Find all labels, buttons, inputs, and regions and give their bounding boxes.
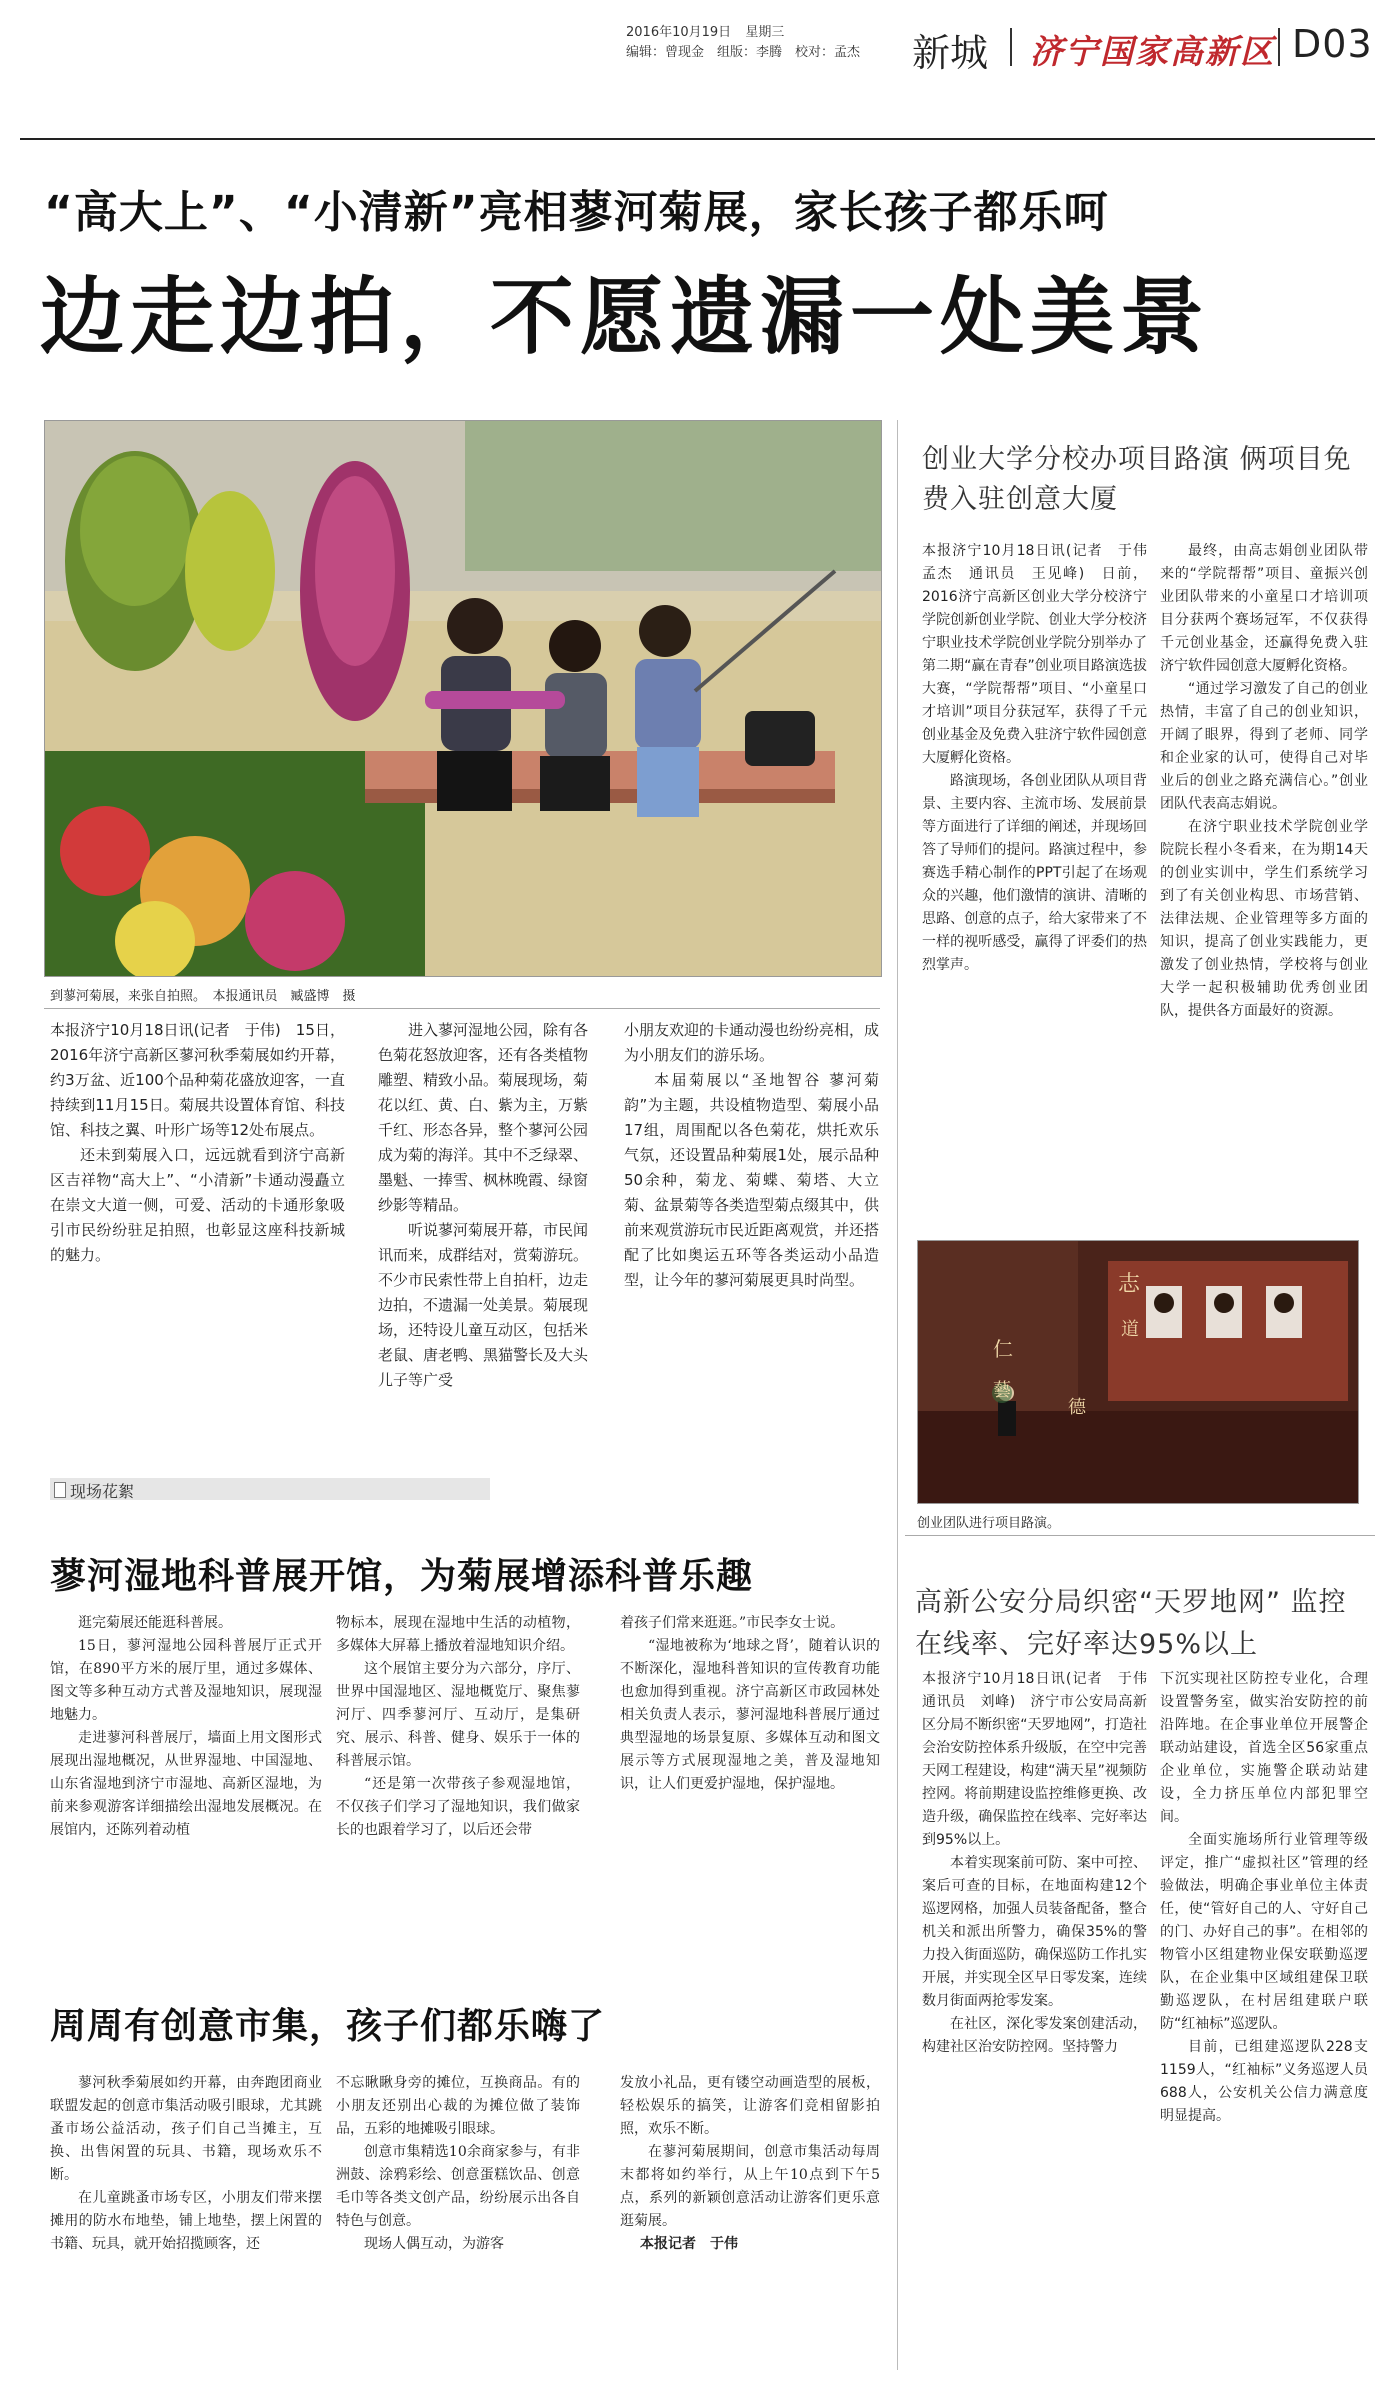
side2-column-1 bbox=[922, 1668, 1161, 2059]
story3-paragraph: 现场人偶互动，为游客 bbox=[364, 2236, 504, 2252]
side1-column-1 bbox=[922, 540, 1161, 977]
side2-paragraph: 在社区，深化零发案创建活动，构建社区治安防控网。坚持警力 bbox=[922, 2016, 1147, 2055]
main-kicker: “高大上”、“小清新”亮相蓼河菊展，家长孩子都乐呵 bbox=[44, 187, 1109, 238]
photo-illustration bbox=[45, 421, 881, 976]
side2-paragraph: 本着实现案前可防、案中可控、案后可查的目标，在地面构建12个巡逻网格，加强人员装备配备，整合机关和派出所警力，确保35%的警力投入街面巡防，确保巡防工作扎实开展，并实现全区早日零发案，连续数月街面两抢零发案。 bbox=[922, 1855, 1147, 2009]
story2-paragraph: 15日，蓼河湿地公园科普展厅正式开馆，在890平方米的展厅里，通过多媒体、图文等多种互动方式普及湿地知识，展现湿地魅力。 bbox=[50, 1638, 322, 1723]
story2-paragraph: “还是第一次带孩子参观湿地馆，不仅孩子们学习了湿地知识，我们做家长的也跟着学习了，以后还会带 bbox=[336, 1776, 580, 1838]
story2-column-1 bbox=[50, 1612, 322, 1842]
side1-paragraph: 路演现场，各创业团队从项目背景、主要内容、主流市场、发展前景等方面进行了详细的阐述，并现场回答了导师们的提问。路演过程中，参赛选手精心制作的PPT引起了在场观众的兴趣，他们激情的演讲、清晰的思路、创意的点子，给大家带来了不一样的视听感受，赢得了评委们的热烈掌声。 bbox=[922, 773, 1147, 973]
header-staff: 编辑：曾现金 组版：李腾 校对：孟杰 bbox=[626, 45, 861, 60]
story3-paragraph: 不忘瞅瞅身旁的摊位，互换商品。有的小朋友还别出心裁的为摊位做了装饰品，五彩的地摊吸引眼球。 bbox=[336, 2075, 580, 2137]
story3-column-3 bbox=[620, 2072, 880, 2256]
story3-paragraph: 在蓼河菊展期间，创意市集活动每周末都将如约举行，从上午10点到下午5点，系列的新颖创意活动让游客们更乐意逛菊展。 bbox=[620, 2144, 880, 2229]
side2-paragraph: 本报济宁10月18日讯(记者 于伟 通讯员 刘峰) 济宁市公安局高新区分局不断织密“天罗地网”，打造社会治安防控体系升级版，在空中完善天网工程建设，构建“满天星”视频防控网。将前期建设监控维修更换、改造升级，确保监控在线率、完好率达到95%以上。 bbox=[922, 1671, 1161, 1848]
header-weekday: 星期三 bbox=[745, 25, 785, 40]
story3-paragraph: 蓼河秋季菊展如约开幕，由奔跑团商业联盟发起的创意市集活动吸引眼球，尤其跳蚤市场公益活动，孩子们自己当摊主，互换、出售闲置的玩具、书籍，现场欢乐不断。 bbox=[50, 2075, 322, 2183]
side2-column-2 bbox=[1160, 1668, 1368, 2128]
side1-paragraph: 本报济宁10月18日讯(记者 于伟 孟杰 通讯员 王见峰) 日前，2016济宁高新区创业大学分校济宁学院创新创业学院、创业大学分校济宁职业技术学院创业学院分别举办了第二期“赢在青春”创业项目路演选拔大赛，“学院帮帮”项目、“小童星口才培训”项目分获冠军，获得了千元创业基金及免费入驻济宁软件园创意大厦孵化资格。 bbox=[922, 543, 1161, 766]
header-date-line bbox=[626, 24, 784, 42]
main-story-column-1 bbox=[50, 1018, 345, 1268]
banner-character: 藝 bbox=[993, 1380, 1011, 1401]
side1-paragraph: 在济宁职业技术学院创业学院院长程小冬看来，在为期14天的创业实训中，学生们系统学习到了有关创业构思、市场营销、法律法规、企业管理等多方面的知识，提高了创业实践能力，更激发了创业热情，学校将与创业大学一起积极辅助优秀创业团队，提供各方面最好的资源。 bbox=[1160, 819, 1368, 1019]
header-divider bbox=[1278, 28, 1280, 66]
main-story-column-3 bbox=[624, 1018, 879, 1293]
chrysanthemum-selfie-photo bbox=[44, 420, 882, 977]
side2-paragraph: 下沉实现社区防控专业化，合理设置警务室，做实治安防控的前沿阵地。在企事业单位开展警企联动站建设，首选全区56家重点企业单位，实施警企联动站建设，全力挤压单位内部犯罪空间。 bbox=[1160, 1671, 1368, 1825]
page-number: D03 bbox=[1292, 22, 1373, 66]
side1-bottom-rule bbox=[905, 1535, 1375, 1536]
main-photo-caption: 到蓼河菊展，来张自拍照。 本报通讯员 臧盛博 摄 bbox=[50, 989, 356, 1004]
story3-byline: 本报记者 于伟 bbox=[640, 2236, 738, 2252]
section-tag-label: 现场花絮 bbox=[70, 1482, 135, 1501]
side2-paragraph: 目前，已组建巡逻队228支1159人，“红袖标”义务巡逻人员688人，公安机关公信力满意度明显提高。 bbox=[1160, 2039, 1368, 2124]
section-tag-marker-icon bbox=[54, 1482, 66, 1498]
side2-paragraph: 全面实施场所行业管理等级评定，推广“虚拟社区”管理的经验做法，明确企事业单位主体责任，使“管好自己的人、守好自己的门、办好自己的事”。在相邻的物管小区组建物业保安联勤巡逻队，在企业集中区域组建保卫联勤巡逻队，在村居组建联户联防“红袖标”巡逻队。 bbox=[1160, 1832, 1368, 2032]
caption-rule bbox=[44, 1008, 880, 1009]
story2-column-2 bbox=[336, 1612, 580, 1842]
story3-column-1 bbox=[50, 2072, 322, 2256]
brand-logo: 济宁国家高新区 bbox=[1030, 32, 1275, 71]
header-rule bbox=[20, 138, 1375, 140]
column-divider bbox=[897, 420, 898, 2370]
main-story-column-2 bbox=[378, 1018, 588, 1393]
story3-paragraph: 发放小礼品，更有镂空动画造型的展板，轻松娱乐的搞笑，让游客们竞相留影拍照，欢乐不断。 bbox=[620, 2075, 880, 2137]
side1-headline: 创业大学分校办项目路演 俩项目免费入驻创意大厦 bbox=[922, 444, 1352, 515]
story3-headline: 周周有创意市集，孩子们都乐嗨了 bbox=[50, 2006, 606, 2047]
main-story-paragraph: 本报济宁10月18日讯(记者 于伟) 15日，2016年济宁高新区蓼河秋季菊展如约开幕，约3万盆、近100个品种菊花盛放迎客，一直持续到11月15日。菊展共设置体育馆、科技馆、科技之翼、叶形广场等12处布展点。 bbox=[50, 1021, 345, 1139]
banner-character: 道 bbox=[1121, 1319, 1139, 1340]
roadshow-photo bbox=[917, 1240, 1359, 1504]
main-headline: 边走边拍，不愿遗漏一处美景 bbox=[40, 268, 1211, 366]
main-story-paragraph: 进入蓼河湿地公园，除有各色菊花怒放迎客，还有各类植物雕塑、精致小品。菊展现场，菊花以红、黄、白、紫为主，万紫千红、形态各异，整个蓼河公园成为菊的海洋。其中不乏绿翠、墨魁、一捧雪、枫林晚霞、绿窗纱影等精品。 bbox=[378, 1021, 589, 1214]
story2-column-3 bbox=[620, 1612, 880, 1796]
story2-paragraph: 走进蓼河科普展厅，墙面上用文图形式展现出湿地概况，从世界湿地、中国湿地、山东省湿地到济宁市湿地、高新区湿地，为前来参观游客详细描绘出湿地发展概况。在展馆内，还陈列着动植 bbox=[50, 1730, 322, 1838]
story2-paragraph: 物标本，展现在湿地中生活的动植物，多媒体大屏幕上播放着湿地知识介绍。 bbox=[336, 1615, 580, 1654]
story2-headline: 蓼河湿地科普展开馆，为菊展增添科普乐趣 bbox=[50, 1556, 754, 1597]
side2-headline: 高新公安分局织密“天罗地网” 监控在线率、完好率达95%以上 bbox=[915, 1587, 1347, 1660]
main-story-paragraph: 本届菊展以“圣地智谷 蓼河菊韵”为主题，共设植物造型、菊展小品17组，周围配以各色菊花，烘托欢乐气氛，还设置品种菊展1处，展示品种50余种，菊龙、菊蝶、菊塔、大立菊、盆景菊等各类造型菊点缀其中，供前来观赏游玩市民近距离观赏，并还搭配了比如奥运五环等各类运动小品造型，让今年的蓼河菊展更具时尚型。 bbox=[624, 1071, 880, 1289]
story3-paragraph: 在儿童跳蚤市场专区，小朋友们带来摆摊用的防水布地垫，铺上地垫，摆上闲置的书籍、玩具，就开始招揽顾客，还 bbox=[50, 2190, 322, 2252]
story3-paragraph: 创意市集精选10余商家参与，有非洲鼓、涂鸦彩绘、创意蛋糕饮品、创意毛巾等各类文创产品，纷纷展示出各自特色与创意。 bbox=[336, 2144, 580, 2229]
story2-paragraph: 这个展馆主要分为六部分，序厅、世界中国湿地区、湿地概览厅、聚焦蓼河厅、四季蓼河厅、互动厅，是集研究、展示、科普、健身、娱乐于一体的科普展示馆。 bbox=[336, 1661, 580, 1769]
main-story-paragraph: 听说蓼河菊展开幕，市民闻讯而来，成群结对，赏菊游玩。不少市民索性带上自拍杆，边走边拍，不遗漏一处美景。菊展现场，还特设儿童互动区，包括米老鼠、唐老鸭、黑猫警长及大头儿子等广受 bbox=[378, 1221, 589, 1389]
story3-column-2 bbox=[336, 2072, 580, 2256]
story2-paragraph: 着孩子们常来逛逛。”市民李女士说。 bbox=[620, 1615, 845, 1631]
main-story-paragraph: 小朋友欢迎的卡通动漫也纷纷亮相，成为小朋友们的游乐场。 bbox=[624, 1021, 880, 1064]
story2-paragraph: 逛完菊展还能逛科普展。 bbox=[78, 1615, 232, 1631]
side1-paragraph: 最终，由高志娟创业团队带来的“学院帮帮”项目、童振兴创业团队带来的小童星口才培训项目分获两个赛场冠军，不仅获得千元创业基金，还赢得免费入驻济宁软件园创意大厦孵化资格。 bbox=[1160, 543, 1368, 674]
story2-paragraph: “湿地被称为‘地球之肾’，随着认识的不断深化，湿地科普知识的宣传教育功能也愈加得到重视。济宁高新区市政园林处相关负责人表示，蓼河湿地科普展厅通过典型湿地的场景复原、多媒体互动和图文展示等方式展现湿地之美，普及湿地知识，让人们更爱护湿地，保护湿地。 bbox=[620, 1638, 880, 1792]
header-divider bbox=[1010, 28, 1012, 66]
header-date: 2016年10月19日 bbox=[626, 25, 732, 40]
side1-paragraph: “通过学习激发了自己的创业热情，丰富了自己的创业知识，开阔了眼界，得到了老师、同学和企业家的认可，使得自己对毕业后的创业之路充满信心。”创业团队代表高志娟说。 bbox=[1160, 681, 1368, 812]
section-tag-bar bbox=[50, 1478, 490, 1500]
banner-character: 志 bbox=[1118, 1272, 1141, 1297]
banner-character: 德 bbox=[1068, 1397, 1086, 1418]
section-name: 新城 bbox=[912, 31, 989, 75]
main-story-paragraph: 还未到菊展入口，远远就看到济宁高新区吉祥物“高大上”、“小清新”卡通动漫矗立在崇文大道一侧，可爱、活动的卡通形象吸引市民纷纷驻足拍照，也彰显这座科技新城的魅力。 bbox=[50, 1146, 345, 1264]
roadshow-photo-caption: 创业团队进行项目路演。 bbox=[917, 1516, 1061, 1531]
side1-column-2 bbox=[1160, 540, 1368, 1023]
banner-character: 仁 bbox=[993, 1337, 1013, 1361]
